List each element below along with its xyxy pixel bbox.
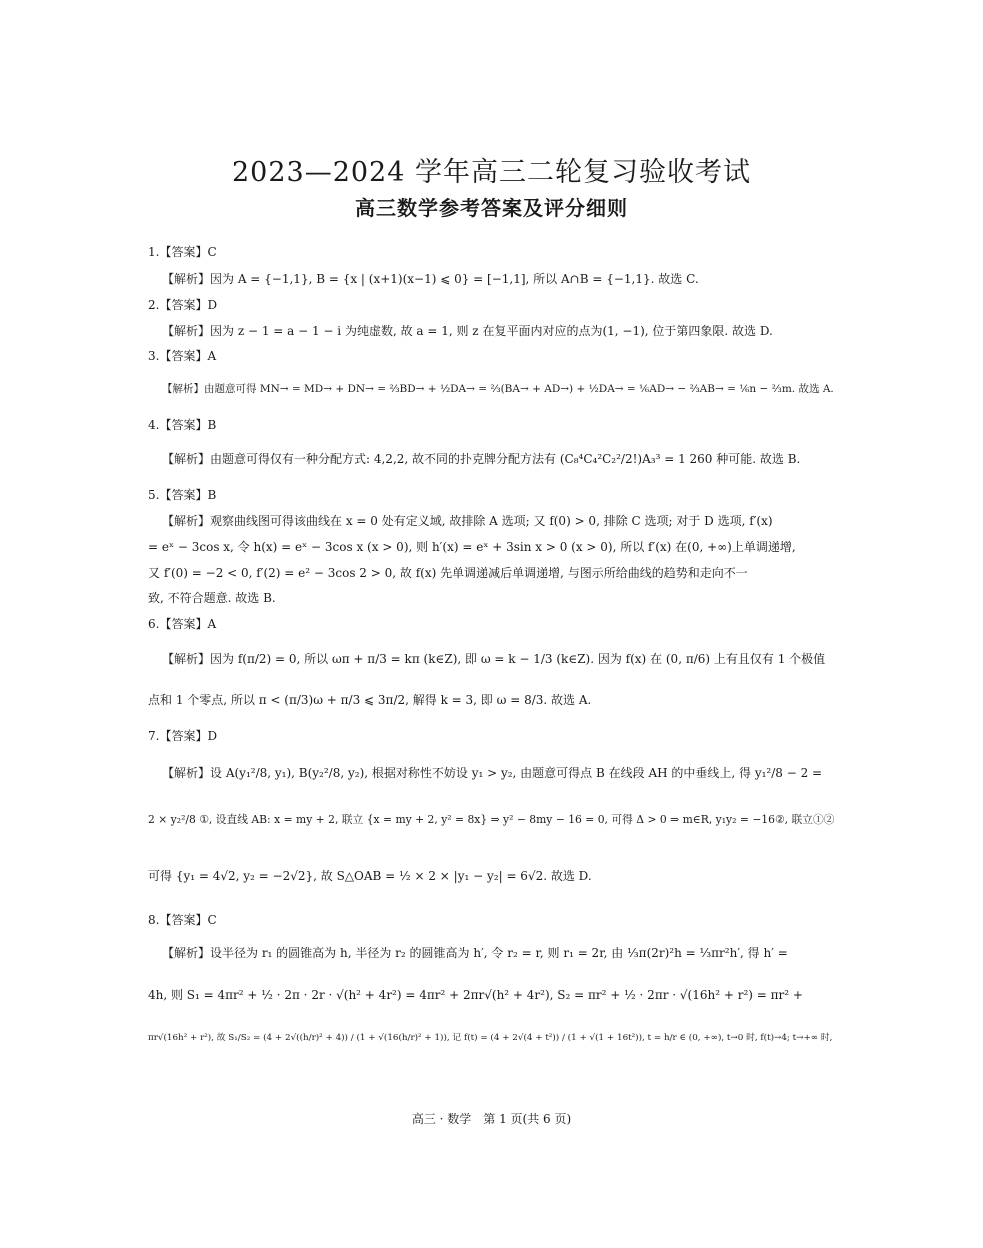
- page-title: 2023—2024 学年高三二轮复习验收考试: [231, 157, 751, 188]
- analysis-5-line-2: = eˣ − 3cos x, 令 h(x) = eˣ − 3cos x (x > 0), 则 h′(x) = eˣ + 3sin x > 0 (x > 0), 所以 f′(x) 在(0, +∞)上单调递增,: [148, 540, 796, 554]
- answer-8: 8.【答案】C: [148, 913, 217, 927]
- analysis-8-line-2: 4h, 则 S₁ = 4πr² + ½ · 2π · 2r · √(h² + 4r²) = 4πr² + 2πr√(h² + 4r²), S₂ = πr² + ½ · 2πr · √(16h² + r²) = πr² +: [148, 988, 803, 1002]
- analysis-1: 【解析】因为 A = {−1,1}, B = {x | (x+1)(x−1) ⩽ 0} = [−1,1], 所以 A∩B = {−1,1}. 故选 C.: [162, 272, 699, 286]
- answer-2: 2.【答案】D: [148, 298, 218, 312]
- answer-7: 7.【答案】D: [148, 729, 218, 743]
- page-footer: 高三 · 数学 第 1 页(共 6 页): [411, 1112, 572, 1126]
- analysis-8-line-1: 【解析】设半径为 r₁ 的圆锥高为 h, 半径为 r₂ 的圆锥高为 h′, 令 r₂ = r, 则 r₁ = 2r, 由 ⅓π(2r)²h = ⅓πr²h′, 得 h′ =: [162, 946, 788, 960]
- answer-3: 3.【答案】A: [148, 349, 217, 363]
- analysis-5-line-4: 致, 不符合题意. 故选 B.: [148, 591, 276, 605]
- analysis-5-line-1: 【解析】观察曲线图可得该曲线在 x = 0 处有定义域, 故排除 A 选项; 又 f(0) > 0, 排除 C 选项; 对于 D 选项, f′(x): [162, 514, 773, 528]
- analysis-7-line-1: 【解析】设 A(y₁²/8, y₁), B(y₂²/8, y₂), 根据对称性不妨设 y₁ > y₂, 由题意可得点 B 在线段 AH 的中垂线上, 得 y₁²/8 − 2 =: [162, 766, 823, 780]
- analysis-6-line-2: 点和 1 个零点, 所以 π < (π/3)ω + π/3 ⩽ 3π/2, 解得 k = 3, 即 ω = 8/3. 故选 A.: [148, 693, 592, 707]
- analysis-7-line-3: 可得 {y₁ = 4√2, y₂ = −2√2}, 故 S△OAB = ½ × 2 × |y₁ − y₂| = 6√2. 故选 D.: [148, 869, 592, 883]
- analysis-5-line-3: 又 f′(0) = −2 < 0, f′(2) = e² − 3cos 2 > 0, 故 f(x) 先单调递减后单调递增, 与图示所给曲线的趋势和走向不一: [148, 566, 748, 580]
- answer-4: 4.【答案】B: [148, 418, 217, 432]
- answer-6: 6.【答案】A: [148, 617, 217, 631]
- analysis-6-line-1: 【解析】因为 f(π/2) = 0, 所以 ωπ + π/3 = kπ (k∈Z), 即 ω = k − 1/3 (k∈Z). 因为 f(x) 在 (0, π/6) 上有且仅有 1 个极值: [162, 652, 826, 666]
- analysis-8-line-3: πr√(16h² + r²), 故 S₁/S₂ = (4 + 2√((h/r)² + 4)) / (1 + √(16(h/r)² + 1)), 记 f(t) = (4 + 2√(4 + t²)) / (1 + √(1 + 16t²)), t = h/r ∈ (0, +∞), t→0 时, f(t)→4; t→+∞ 时,: [148, 1033, 833, 1043]
- page-subtitle: 高三数学参考答案及评分细则: [355, 196, 628, 220]
- analysis-2: 【解析】因为 z − 1 = a − 1 − i 为纯虚数, 故 a = 1, 则 z 在复平面内对应的点为(1, −1), 位于第四象限. 故选 D.: [162, 324, 773, 338]
- analysis-4: 【解析】由题意可得仅有一种分配方式: 4,2,2, 故不同的扑克牌分配方法有 (C₈⁴C₄²C₂²/2!)A₃³ = 1 260 种可能. 故选 B.: [162, 452, 801, 466]
- analysis-7-line-2: 2 × y₂²/8 ①, 设直线 AB: x = my + 2, 联立 {x = my + 2, y² = 8x} ⇒ y² − 8my − 16 = 0, 可得 Δ > 0 ⇒ m∈R, y₁y₂ = −16②, 联立①②: [148, 813, 835, 826]
- answer-1: 1.【答案】C: [148, 245, 217, 259]
- analysis-3: 【解析】由题意可得 MN→ = MD→ + DN→ = ⅔BD→ + ½DA→ = ⅔(BA→ + AD→) + ½DA→ = ⅙AD→ − ⅔AB→ = ⅙n − ⅔m. 故选 A.: [162, 383, 834, 395]
- answer-5: 5.【答案】B: [148, 488, 217, 502]
